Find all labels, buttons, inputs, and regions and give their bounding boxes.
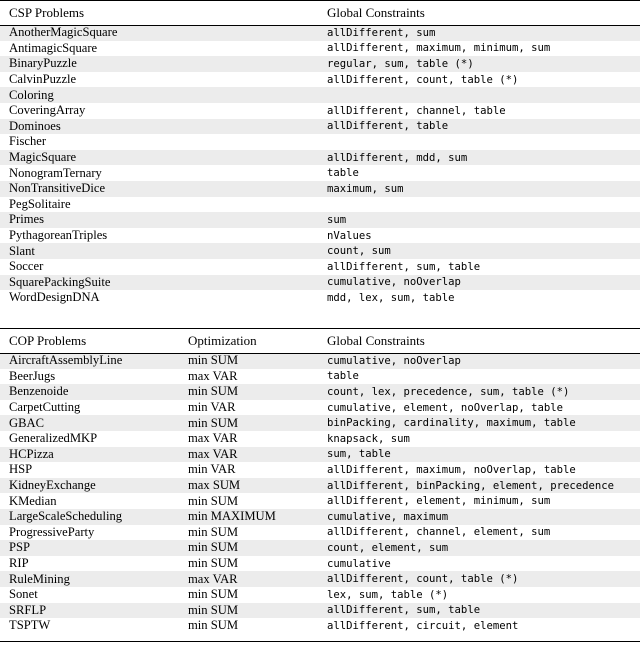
- csp-table-row: [0, 290, 640, 306]
- cop-problem-name: BeerJugs: [0, 369, 188, 385]
- cop-problem-name: TSPTW: [0, 618, 188, 634]
- cop-problem-name: RIP: [0, 556, 188, 572]
- csp-table-row: [0, 197, 640, 213]
- csp-global-constraints: sum: [327, 212, 640, 228]
- cop-table-row: [0, 400, 640, 416]
- csp-problem-name: Soccer: [0, 259, 327, 275]
- cop-body: [0, 353, 640, 634]
- csp-global-constraints: [327, 134, 640, 150]
- cop-bottom-rule: [0, 641, 640, 642]
- cop-table-row: [0, 431, 640, 447]
- csp-global-constraints: cumulative, noOverlap: [327, 275, 640, 291]
- csp-problem-name: CoveringArray: [0, 103, 327, 119]
- csp-table-row: [0, 259, 640, 275]
- cop-problem-name: AircraftAssemblyLine: [0, 353, 188, 369]
- cop-global-constraints: allDifferent, count, table (*): [327, 571, 640, 587]
- cop-table-row: [0, 369, 640, 385]
- csp-table-row: [0, 243, 640, 259]
- cop-table-row: [0, 556, 640, 572]
- cop-optimization: min SUM: [188, 540, 327, 556]
- csp-global-constraints: table: [327, 165, 640, 181]
- csp-table-row: [0, 134, 640, 150]
- cop-problem-name: HCPizza: [0, 447, 188, 463]
- cop-optimization: min SUM: [188, 415, 327, 431]
- cop-table-row: [0, 353, 640, 369]
- cop-table-row: [0, 603, 640, 619]
- cop-optimization: min SUM: [188, 353, 327, 369]
- csp-problem-name: Fischer: [0, 134, 327, 150]
- csp-table-row: [0, 150, 640, 166]
- cop-table: [0, 329, 640, 634]
- cop-global-constraints: table: [327, 369, 640, 385]
- csp-table-row: [0, 87, 640, 103]
- cop-global-constraints: cumulative, element, noOverlap, table: [327, 400, 640, 416]
- cop-problem-name: KMedian: [0, 493, 188, 509]
- csp-global-constraints: maximum, sum: [327, 181, 640, 197]
- cop-global-constraints: count, lex, precedence, sum, table (*): [327, 384, 640, 400]
- csp-problem-name: NonTransitiveDice: [0, 181, 327, 197]
- cop-optimization: max VAR: [188, 431, 327, 447]
- csp-global-constraints: count, sum: [327, 243, 640, 259]
- cop-global-constraints: allDifferent, sum, table: [327, 603, 640, 619]
- cop-global-constraints: lex, sum, table (*): [327, 587, 640, 603]
- cop-table-row: [0, 415, 640, 431]
- cop-optimization: min SUM: [188, 603, 327, 619]
- cop-optimization: min SUM: [188, 493, 327, 509]
- cop-optimization: min MAXIMUM: [188, 509, 327, 525]
- cop-optimization: max VAR: [188, 369, 327, 385]
- cop-optimization: min SUM: [188, 384, 327, 400]
- cop-global-constraints: knapsack, sum: [327, 431, 640, 447]
- cop-problem-name: PSP: [0, 540, 188, 556]
- csp-table-row: [0, 103, 640, 119]
- cop-global-constraints: cumulative, noOverlap: [327, 353, 640, 369]
- csp-table-row: [0, 228, 640, 244]
- cop-global-constraints: binPacking, cardinality, maximum, table: [327, 415, 640, 431]
- csp-global-constraints: allDifferent, mdd, sum: [327, 150, 640, 166]
- cop-global-constraints: cumulative, maximum: [327, 509, 640, 525]
- cop-optimization: max VAR: [188, 447, 327, 463]
- cop-table-row: [0, 493, 640, 509]
- csp-table-row: [0, 181, 640, 197]
- cop-problem-name: ProgressiveParty: [0, 525, 188, 541]
- csp-global-constraints: [327, 197, 640, 213]
- csp-problem-name: SquarePackingSuite: [0, 275, 327, 291]
- csp-problem-name: AnotherMagicSquare: [0, 25, 327, 41]
- cop-global-constraints: allDifferent, circuit, element: [327, 618, 640, 634]
- csp-global-constraints: regular, sum, table (*): [327, 56, 640, 72]
- cop-global-constraints: allDifferent, channel, element, sum: [327, 525, 640, 541]
- cop-table-row: [0, 447, 640, 463]
- cop-optimization: min VAR: [188, 462, 327, 478]
- csp-global-constraints: allDifferent, sum: [327, 25, 640, 41]
- cop-table-row: [0, 478, 640, 494]
- cop-table-row: [0, 540, 640, 556]
- cop-global-constraints: count, element, sum: [327, 540, 640, 556]
- csp-global-constraints: allDifferent, table: [327, 119, 640, 135]
- cop-table-row: [0, 587, 640, 603]
- cop-header-problem: COP Problems: [9, 333, 87, 348]
- csp-global-constraints: allDifferent, count, table (*): [327, 72, 640, 88]
- csp-global-constraints: [327, 87, 640, 103]
- cop-global-constraints: allDifferent, binPacking, element, precedence: [327, 478, 640, 494]
- csp-problem-name: WordDesignDNA: [0, 290, 327, 306]
- cop-table-row: [0, 618, 640, 634]
- cop-table-row: [0, 571, 640, 587]
- cop-problem-name: Sonet: [0, 587, 188, 603]
- csp-global-constraints: nValues: [327, 228, 640, 244]
- cop-optimization: min SUM: [188, 525, 327, 541]
- csp-table: [0, 1, 640, 306]
- cop-optimization: max SUM: [188, 478, 327, 494]
- cop-optimization: min SUM: [188, 556, 327, 572]
- cop-problem-name: HSP: [0, 462, 188, 478]
- csp-problem-name: AntimagicSquare: [0, 41, 327, 57]
- csp-problem-name: CalvinPuzzle: [0, 72, 327, 88]
- cop-optimization: max VAR: [188, 571, 327, 587]
- cop-problem-name: KidneyExchange: [0, 478, 188, 494]
- csp-table-row: [0, 56, 640, 72]
- csp-table-row: [0, 72, 640, 88]
- csp-table-row: [0, 41, 640, 57]
- cop-problem-name: CarpetCutting: [0, 400, 188, 416]
- csp-table-row: [0, 275, 640, 291]
- cop-optimization: min VAR: [188, 400, 327, 416]
- csp-table-row: [0, 212, 640, 228]
- cop-problem-name: GeneralizedMKP: [0, 431, 188, 447]
- csp-global-constraints: allDifferent, sum, table: [327, 259, 640, 275]
- csp-table-row: [0, 165, 640, 181]
- cop-optimization: min SUM: [188, 587, 327, 603]
- cop-global-constraints: sum, table: [327, 447, 640, 463]
- csp-problem-name: PegSolitaire: [0, 197, 327, 213]
- cop-problem-name: Benzenoide: [0, 384, 188, 400]
- csp-global-constraints: allDifferent, channel, table: [327, 103, 640, 119]
- cop-table-row: [0, 509, 640, 525]
- csp-problem-name: Dominoes: [0, 119, 327, 135]
- csp-problem-name: Slant: [0, 243, 327, 259]
- csp-problem-name: PythagoreanTriples: [0, 228, 327, 244]
- csp-problem-name: NonogramTernary: [0, 165, 327, 181]
- csp-global-constraints: mdd, lex, sum, table: [327, 290, 640, 306]
- csp-problem-name: MagicSquare: [0, 150, 327, 166]
- csp-header-constraints: Global Constraints: [327, 5, 425, 20]
- csp-header-rule: [0, 25, 640, 26]
- cop-table-row: [0, 462, 640, 478]
- csp-table-row: [0, 119, 640, 135]
- csp-table-row: [0, 25, 640, 41]
- cop-table-row: [0, 384, 640, 400]
- cop-problem-name: RuleMining: [0, 571, 188, 587]
- csp-problem-name: Primes: [0, 212, 327, 228]
- csp-problem-name: Coloring: [0, 87, 327, 103]
- csp-global-constraints: allDifferent, maximum, minimum, sum: [327, 41, 640, 57]
- cop-global-constraints: cumulative: [327, 556, 640, 572]
- cop-global-constraints: allDifferent, maximum, noOverlap, table: [327, 462, 640, 478]
- cop-header-constraints: Global Constraints: [327, 333, 425, 348]
- csp-header-problem: CSP Problems: [9, 5, 85, 20]
- cop-problem-name: GBAC: [0, 415, 188, 431]
- cop-problem-name: SRFLP: [0, 603, 188, 619]
- cop-header-row: [0, 329, 640, 353]
- cop-table-row: [0, 525, 640, 541]
- cop-global-constraints: allDifferent, element, minimum, sum: [327, 493, 640, 509]
- cop-header-rule: [0, 353, 640, 354]
- csp-body: [0, 25, 640, 306]
- cop-problem-name: LargeScaleScheduling: [0, 509, 188, 525]
- csp-problem-name: BinaryPuzzle: [0, 56, 327, 72]
- cop-header-optimization: Optimization: [188, 333, 257, 348]
- cop-optimization: min SUM: [188, 618, 327, 634]
- csp-header-row: [0, 1, 640, 25]
